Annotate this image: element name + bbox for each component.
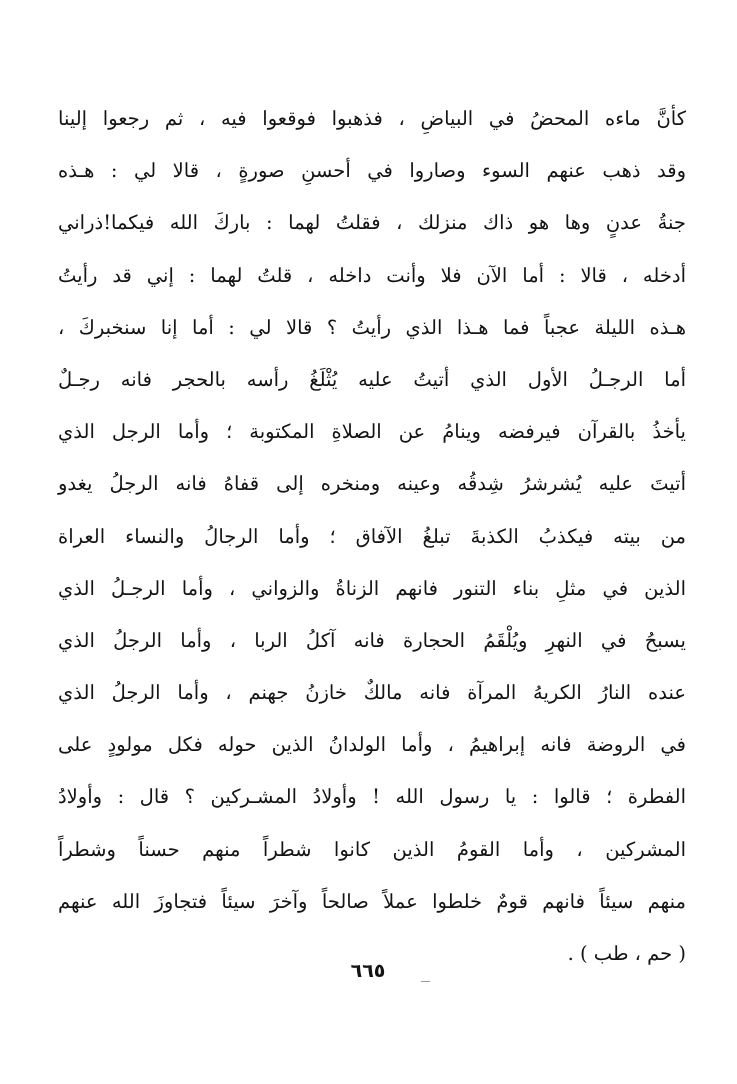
text-line: أما الرجـلُ الأول الذي أتيتُ عليه يُثْلَغُ رأسه بالحجر فانه رجـلٌ: [58, 367, 686, 391]
text-line: منهم سيئاً فانهم قومٌ خلطوا عملاً صالحاً وآخرَ سيئاً فتجاوزَ الله عنهم: [58, 889, 686, 913]
source-citation-line: ( حم ، طب ) .: [567, 942, 686, 965]
scan-mark: [421, 981, 430, 982]
text-line: يأخذُ بالقرآن فيرفضه وينامُ عن الصلاةِ المكتوبة ؛ وأما الرجل الذي: [58, 420, 686, 444]
text-line: وقد ذهب عنهم السوء وصاروا في أحسنِ صورةٍ ، قالا لي : هـذه: [58, 159, 686, 183]
text-line: الذين في مثلِ بناء التنور فانهم الزناةُ والزواني ، وأما الرجـلُ الذي: [58, 576, 686, 600]
page-number: ٦٦٥: [350, 960, 386, 982]
text-line: أدخله ، قالا : أما الآن فلا وأنت داخله ، قلتُ لهما : إني قد رأيتُ: [58, 263, 686, 287]
text-line: أتيتَ عليه يُشرشرُ شِدقُه وعينه ومنخره إلى قفاهُ فانه الرجلُ يغدو: [58, 472, 686, 496]
text-line: من بيته فيكذبُ الكذبةَ تبلغُ الآفاق ؛ وأما الرجالُ والنساء العراة: [58, 524, 686, 548]
text-line: هـذه الليلة عجباً فما هـذا الذي رأيتُ ؟ قالا لي : أما إنا سنخبركَ ،: [58, 315, 686, 339]
text-line: يسبحُ في النهرِ ويُلْقَمُ الحجارة فانه آكلُ الربا ، وأما الرجلُ الذي: [58, 628, 686, 652]
text-line: جنةُ عدنٍ وها هو ذاك منزلك ، فقلتُ لهما : باركَ الله فيكما!ذراني: [58, 211, 686, 235]
text-line: في الروضة فانه إبراهيمُ ، وأما الولدانُ الذين حوله فكل مولودٍ على: [58, 733, 686, 757]
text-line: المشركين ، وأما القومُ الذين كانوا شطراً منهم حسناً وشطراً: [58, 837, 686, 861]
hadith-text-block: [58, 104, 686, 991]
text-line: الفطرة ؛ قالوا : يا رسول الله ! وأولادُ المشـركين ؟ قال : وأولادُ: [58, 785, 686, 809]
text-line: كأنَّ ماءه المحضُ في البياضِ ، فذهبوا فوقعوا فيه ، ثم رجعوا إلينا: [58, 107, 686, 130]
text-line: عنده النارُ الكريهُ المرآة فانه مالكٌ خازنُ جهنم ، وأما الرجلُ الذي: [58, 681, 686, 705]
